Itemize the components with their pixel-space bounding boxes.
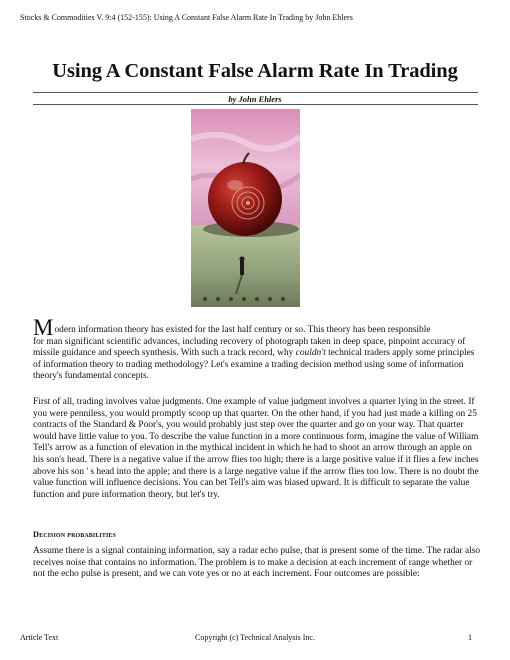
value-judgment-paragraph: First of all, trading involves value judgments. One example of value judgment involves a quarter lying in the street. If you were penniless, you would promptly scoop up that quarter. On the other hand, if you had just made a killing on 25 contracts of the Standard & Poor's, you would probably just step over the quarter and go on your way. That quarter would have little value to you. To describe the value function in a more continuous form, imagine the value of William Tell's arrow as a function of elevation in the mythical incident in which he had to shoot an arrow through an apple on his son's head. There is a negative value if the arrow flies too high; there is a large positive value if it flies a few inches above his son ' s head into the apple; and there is a large negative value if the arrow flies too low. There is no doubt the value function will influence decisions. You can bet Tell's aim was biased upward. It is difficult to separate the value function and pure information theory, but let's try. (33, 397, 479, 500)
page-number: 1 (468, 633, 472, 642)
intro-text-a: for man significant scientific advances, including recovery of photograph taken in deep space, pinpoint accuracy of missile guidance and speech synthesis. With such a track record, why (33, 336, 466, 359)
intro-paragraph (33, 315, 481, 383)
footer-label: Article Text (20, 633, 59, 642)
intro-emphasis: couldn't (295, 348, 326, 359)
footer-copyright: Copyright (c) Technical Analysis Inc. (195, 633, 315, 642)
article-illustration (191, 109, 300, 307)
apple-target-illustration (191, 109, 300, 307)
decision-paragraph: Assume there is a signal containing information, say a radar echo pulse, that is present some of the time. The radar also receives noise that contains no information. The problem is to make a decision at each increment of range whether or not the echo pulse is present, and we can vote yes or no at each increment. Four outcomes are possible: (33, 546, 481, 580)
title-rule-bottom (33, 104, 478, 105)
apple-shape (208, 162, 282, 236)
intro-text-b: technical traders apply some principles of information theory to trading methodology? Let's examine a trading decision method using some of information theory's fundamental concepts. (33, 348, 475, 382)
byline: by John Ehlers (228, 94, 282, 104)
running-header: Stocks & Commodities V. 9:4 (152-155): Using A Constant False Alarm Rate In Trading by John Ehlers (20, 13, 353, 22)
intro-first-line: odern information theory has existed for the last half century or so. This theory has been responsible (54, 325, 431, 335)
article-title: Using A Constant False Alarm Rate In Trading (52, 60, 458, 82)
drop-cap: M (33, 315, 54, 340)
title-rule-top (33, 92, 478, 93)
section-heading: Decision probabilities (33, 530, 116, 539)
